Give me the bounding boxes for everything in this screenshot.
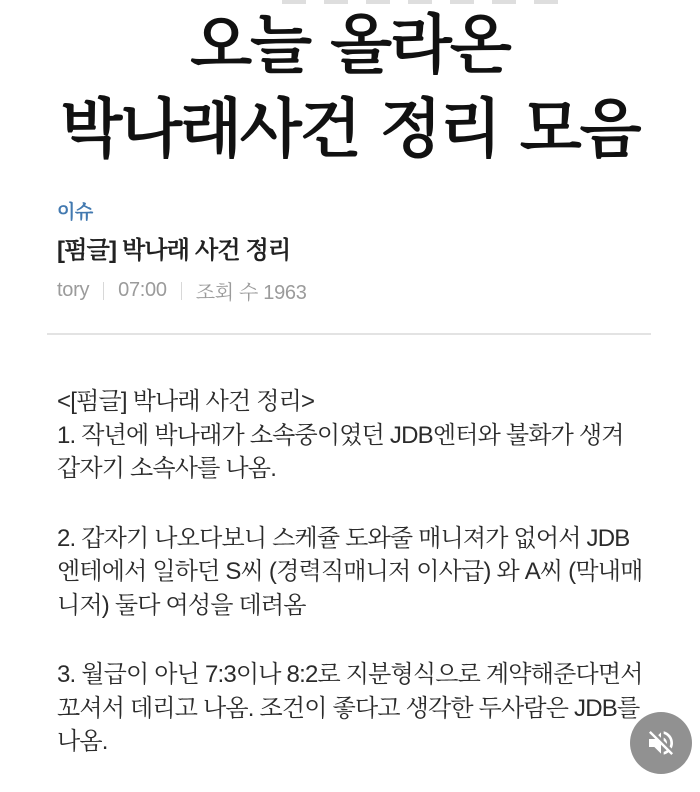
- article-paragraph: 1. 작년에 박나래가 소속중이였던 JDB엔터와 불화가 생겨 갑자기 소속사를 나옴.: [57, 421, 624, 482]
- headline-line-1: 오늘 올라온: [190, 8, 510, 83]
- meta-separator: [181, 282, 182, 300]
- article-paragraph: 3. 월급이 아닌 7:3이나 8:2로 지분형식으로 계약해준다면서 꼬셔서 데리고 나옴. 조건이 좋다고 생각한 두사람은 JDB를 나옴.: [57, 661, 643, 755]
- author-name[interactable]: tory: [57, 279, 90, 301]
- mute-button[interactable]: [630, 712, 692, 774]
- post-time: 07:00: [118, 279, 167, 301]
- article-paragraph: 2. 갑자기 나오다보니 스케쥴 도와줄 매니져가 없어서 JDB엔테에서 일하던 S씨 (경력직매니저 이사급) 와 A씨 (막내매니저) 둘다 여성을 데려옴: [57, 524, 643, 619]
- article-heading: <[펌글] 박나래 사건 정리>: [57, 388, 315, 415]
- category-link[interactable]: 이슈: [57, 202, 93, 223]
- meta-separator: [103, 282, 104, 300]
- composite-headline: [0, 4, 700, 172]
- muted-speaker-icon: [645, 727, 677, 759]
- post-header: [57, 197, 647, 305]
- header-divider: [47, 333, 651, 335]
- post-title: [펌글] 박나래 사건 정리: [57, 237, 291, 264]
- post-meta: [57, 276, 647, 305]
- view-count: 조회 수 1963: [195, 282, 307, 304]
- headline-line-2: 박나래사건 정리 모음: [60, 92, 640, 167]
- article-body: [57, 385, 651, 759]
